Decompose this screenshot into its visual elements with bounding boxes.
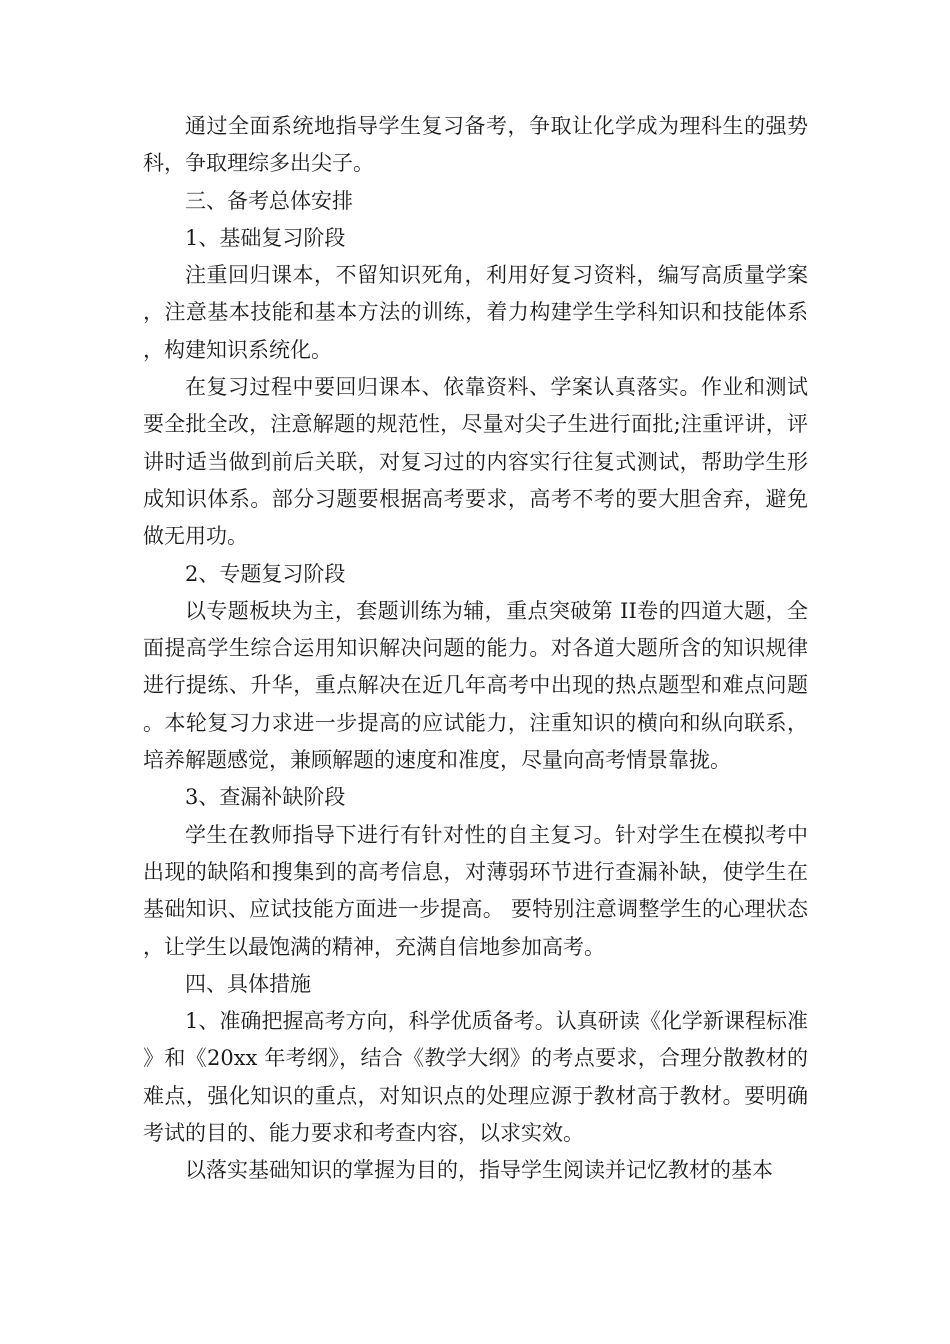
paragraph-gap-filling: 学生在教师指导下进行有针对性的自主复习。针对学生在模拟考中出现的缺陷和搜集到的高考信息，对薄弱环节进行查漏补缺，使学生在基础知识、应试技能方面进一步提高。 要特别注意调整学生的心理状态，让学生以最饱满的精神，充满自信地参加高考。	[143, 822, 808, 959]
document-body	[143, 108, 808, 1190]
section-heading-overall-arrangement: 三、备考总体安排	[185, 188, 353, 213]
section-heading-specific-measures: 四、具体措施	[185, 971, 311, 996]
subheading-topic-review-stage: 2、专题复习阶段	[185, 561, 346, 586]
subheading-gap-filling-stage: 3、查漏补缺阶段	[185, 785, 346, 810]
paragraph-basic-review-2: 在复习过程中要回归课本、依靠资料、学案认真落实。作业和测试要全批全改，注意解题的规范性，尽量对尖子生进行面批;注重评讲，评讲时适当做到前后关联，对复习过的内容实行往复式测试，帮助学生形成知识体系。部分习题要根据高考要求，高考不考的要大胆舍弃，避免做无用功。	[143, 375, 808, 549]
subheading-basic-review-stage: 1、基础复习阶段	[185, 225, 346, 250]
paragraph-basic-review-1: 注重回归课本，不留知识死角，利用好复习资料，编写高质量学案，注意基本技能和基本方法的训练，着力构建学生学科知识和技能体系，构建知识系统化。	[143, 263, 808, 362]
paragraph-topic-review: 以专题板块为主，套题训练为辅，重点突破第 II卷的四道大题，全面提高学生综合运用知识解决问题的能力。对各道大题所含的知识规律进行提练、升华，重点解决在近几年高考中出现的热点题型和难点问题。本轮复习力求进一步提高的应试能力，注重知识的横向和纵向联系，培养解题感觉，兼顾解题的速度和准度，尽量向高考情景靠拢。	[143, 598, 808, 773]
paragraph-measure-continued: 以落实基础知识的掌握为目的，指导学生阅读并记忆教材的基本	[185, 1158, 773, 1183]
paragraph-goal: 通过全面系统地指导学生复习备考，争取让化学成为理科生的强势科，争取理综多出尖子。	[143, 114, 808, 176]
paragraph-measure-1: 1、准确把握高考方向，科学优质备考。认真研读《化学新课程标准》和《20xx 年考纲》，结合《教学大纲》的考点要求，合理分散教材的难点，强化知识的重点，对知识点的处理应源于教材高于教材。要明确考试的目的、能力要求和考查内容，以求实效。	[143, 1009, 808, 1146]
